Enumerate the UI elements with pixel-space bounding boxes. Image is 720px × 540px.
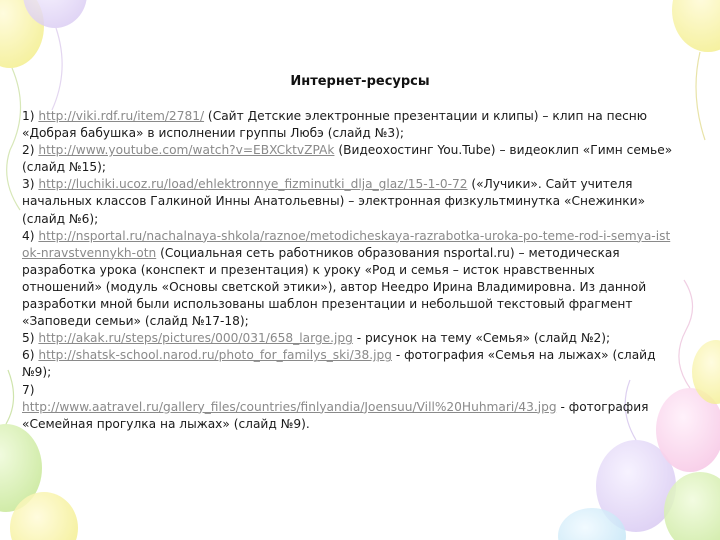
reference-link[interactable]: http://www.aatravel.ru/gallery_files/countries/finlyandia/Joensuu/Vill%20Huhmari/43.jpg xyxy=(22,399,557,414)
reference-item-6 xyxy=(22,347,674,381)
reference-description: - фотография «Семейная прогулка на лыжах» (слайд №9). xyxy=(22,399,649,431)
reference-description: (Видеохостинг You.Tube) – видеоклип «Гимн семье» (слайд №15); xyxy=(22,143,673,175)
reference-link[interactable]: http://shatsk-school.narod.ru/photo_for_familys_ski/38.jpg xyxy=(38,348,392,363)
reference-item-4 xyxy=(22,228,674,331)
reference-item-1 xyxy=(22,108,674,142)
balloon-string xyxy=(696,52,705,140)
reference-item-3 xyxy=(22,176,674,227)
reference-item-7 xyxy=(22,382,674,433)
balloon-string xyxy=(6,370,14,424)
balloon-string xyxy=(679,280,693,388)
reference-description: (Сайт Детские электронные презентации и клипы) – клип на песню «Добрая бабушка» в исполнении группы Любэ (слайд №3); xyxy=(22,109,648,141)
reference-link[interactable]: http://viki.rdf.ru/item/2781/ xyxy=(38,109,205,123)
reference-link[interactable]: http://luchiki.ucoz.ru/load/ehlektronnye_fizminutki_dlja_glaz/15-1-0-72 xyxy=(38,177,468,192)
reference-number: 5) xyxy=(22,331,35,346)
reference-description: (Социальная сеть работников образования nsportal.ru) – методическая разработка урока (конспект и презентация) к уроку «Род и семья – исток нравственных отношений» (модуль «Основы светской этики»), автор Неедро Ирина Владимировна. Из данной разработки мной были использованы шаблон презентации и небольшой текстовый фрагмент «Заповеди семьи» (слайд №17-18); xyxy=(22,245,647,329)
reference-number: 2) xyxy=(22,143,35,158)
reference-item-5 xyxy=(22,330,674,347)
reference-description: - рисунок на тему «Семья» (слайд №2); xyxy=(352,331,611,346)
balloon-string xyxy=(52,28,62,110)
reference-description: - фотография «Семья на лыжах» (слайд №9); xyxy=(22,348,656,380)
reference-link[interactable]: http://nsportal.ru/nachalnaya-shkola/raznoe/metodicheskaya-razrabotka-uroka-po-teme-rod-i-semya-istok-nravstvennykh-otn xyxy=(22,228,671,260)
references-list xyxy=(22,108,674,433)
reference-number: 6) xyxy=(22,348,35,363)
reference-description: («Лучики». Сайт учителя начальных классов Галкиной Инны Анатольевны) – электронная физкультминутка «Снежинки» (слайд №6); xyxy=(22,177,646,226)
reference-number: 7) xyxy=(22,382,35,397)
page-title: Интернет-ресурсы xyxy=(290,74,430,89)
reference-number: 1) xyxy=(22,109,35,123)
reference-link[interactable]: http://www.youtube.com/watch?v=EBXCktvZPAk xyxy=(38,143,335,158)
reference-item-2 xyxy=(22,142,674,176)
reference-number: 4) xyxy=(22,228,35,243)
balloon-string xyxy=(7,68,21,210)
balloon-yellow xyxy=(672,0,720,52)
reference-number: 3) xyxy=(22,177,35,192)
reference-link[interactable]: http://akak.ru/steps/pictures/000/031/658_large.jpg xyxy=(38,331,353,346)
